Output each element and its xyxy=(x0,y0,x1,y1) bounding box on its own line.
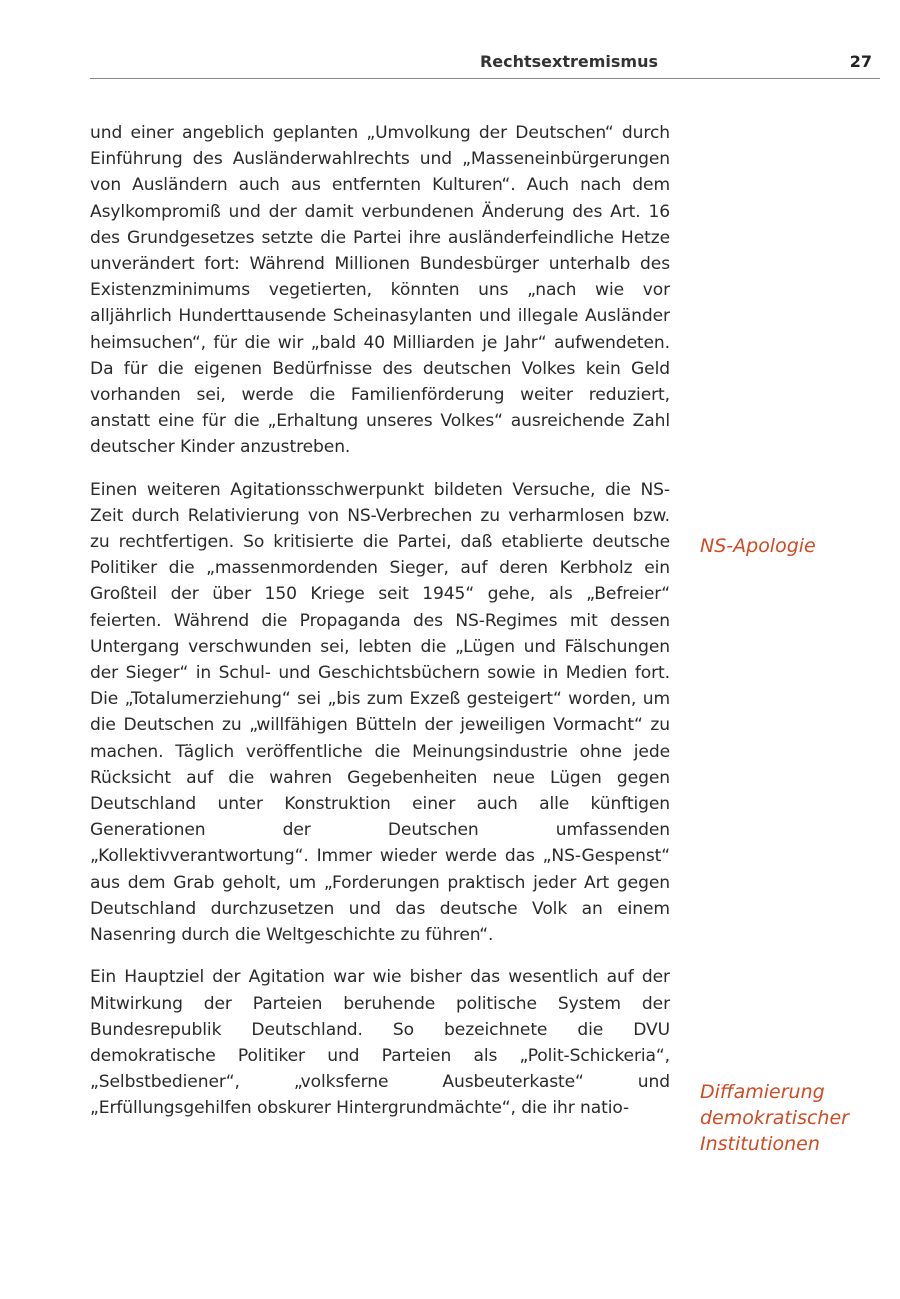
paragraph-2: Einen weiteren Agitationsschwerpunkt bildeten Versuche, die NS-Zeit durch Relativierung von NS-Verbrechen zu verharmlosen bzw. zu rechtfertigen. So kritisierte die Partei, daß etablierte deutsche Politiker die „massenmordenden Sieger, auf deren Kerbholz ein Großteil der über 150 Kriege seit 1945“ gehe, als „Befreier“ feierten. Während die Propaganda des NS-Regimes mit dessen Untergang verschwunden sei, lebten die „Lügen und Fälschungen der Sieger“ in Schul- und Geschichtsbüchern sowie in Medien fort. Die „Totalumerziehung“ sei „bis zum Exzeß gesteigert“ worden, um die Deutschen zu „willfähigen Bütteln der jeweiligen Vormacht“ zu machen. Täglich veröffentliche die Meinungsindustrie ohne jede Rücksicht auf die wahren Gegebenheiten neue Lügen gegen Deutschland unter Konstruktion einer auch alle künftigen Generationen der Deutschen umfassenden „Kollektivverantwortung“. Immer wieder werde das „NS-Gespenst“ aus dem Grab geholt, um „Forderungen praktisch jeder Art gegen Deutschland durchzusetzen und das deutsche Volk an einem Nasenring durch die Weltgeschichte zu führen“. xyxy=(90,479,670,946)
paragraph-3: Ein Hauptziel der Agitation war wie bisher das wesentlich auf der Mitwirkung der Parteien beruhende politische System der Bundesrepublik Deutschland. So bezeichnete die DVU demokratische Politiker und Parteien als „Polit-Schickeria“, „Selbstbediener“, „volksferne Ausbeuterkaste“ und „Erfüllungsgehilfen obskurer Hintergrundmächte“, die ihr natio- xyxy=(90,967,670,1119)
running-title: Rechtsextremismus xyxy=(479,52,658,71)
margin-note-diffamierung: Diffamierung demokratischer Institutionen xyxy=(700,1081,849,1155)
page-header xyxy=(90,48,880,79)
page-number: 27 xyxy=(849,52,872,71)
margin-note-ns-apologie: NS-Apologie xyxy=(700,535,816,557)
body-text xyxy=(90,120,670,1138)
paragraph-1: und einer angeblich geplanten „Umvolkung der Deutschen“ durch Einführung des Ausländerwahlrechts und „Masseneinbürgerungen von Ausländern auch aus entfernten Kulturen“. Auch nach dem Asylkompromiß und der damit verbundenen Änderung des Art. 16 des Grundgesetzes setzte die Partei ihre ausländerfeindliche Hetze unverändert fort: Während Millionen Bundesbürger unterhalb des Existenzminimums vegetierten, könnten uns „nach wie vor alljährlich Hunderttausende Scheinasylanten und illegale Ausländer heimsuchen“, für die wir „bald 40 Milliarden je Jahr“ aufwendeten. Da für die eigenen Bedürfnisse des deutschen Volkes kein Geld vorhanden sei, werde die Familienförderung weiter reduziert, anstatt eine für die „Erhaltung unseres Volkes“ ausreichende Zahl deutscher Kinder anzustreben. xyxy=(90,123,670,458)
